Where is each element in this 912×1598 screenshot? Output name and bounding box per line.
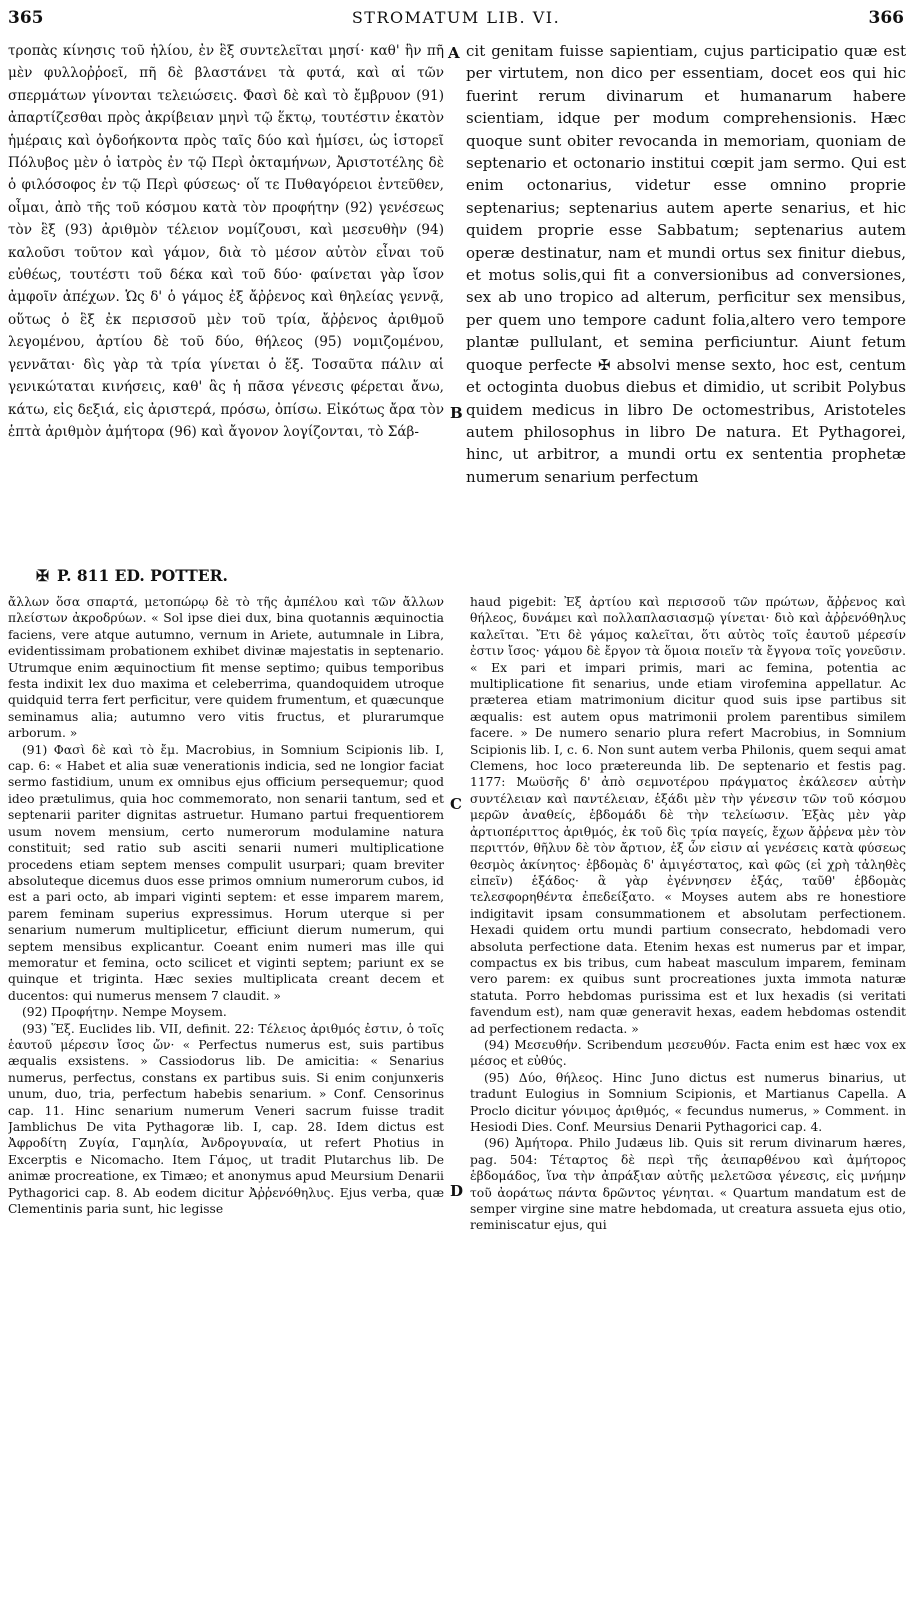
note-92: (92) Προφήτην. Nempe Moysem.: [22, 1005, 227, 1020]
page-header: [8, 8, 904, 34]
margin-letter-d: D: [450, 1182, 464, 1200]
greek-text-column: [8, 40, 444, 565]
left-page-number: 365: [8, 8, 44, 28]
potter-label: P. 811 ED. POTTER.: [57, 566, 228, 585]
note-94: (94) Μεσευθήν. Scribendum μεσευθύν. Facta enim est hæc vox ex μέσος et εὐθύς.: [470, 1037, 906, 1069]
margin-letter-b: B: [450, 404, 463, 422]
latin-text-column: [466, 40, 906, 565]
running-title: STROMATUM LIB. VI.: [351, 8, 561, 27]
note-91: (91) Φασὶ δὲ καὶ τὸ ἔμ. Macrobius, in Somnium Scipionis lib. I, cap. 6: « Habet et alia suæ venerationis indicia, sed ne longior faciat sermo fastidium, unum ex omnibus ejus officium persequemur; quod ideo prætulimus, quia hoc commemorato, non senarii tantum, sed et septenarii pariter dignitas astruetur. Humano partui frequentiorem usum novem mensium, certo numerorum modulamine natura constituit; sed ratio sub asciti senarii numeri multiplicatione procedens etiam septem menses compulit usurpari; quam breviter absoluteque dicemus duos esse primos omnium numerorum cubos, id est a pari octo, ab impari viginti septem: et esse imparem marem, parem feminam superius expressimus. Horum uterque si per senarium numerum multiplicetur, efficiunt dierum numerum, qui septem mensibus explicantur. Coeant enim numeri mas ille qui memoratur et femina, octo scilicet et viginti septem; pariunt ex se quinque et triginta. Hæc sexies multiplicata creant decem et ducentos: qui numerus mensem 7 claudit. »: [8, 742, 444, 1003]
note-paragraph: ἄλλων ὅσα σπαρτά, μετοπώρῳ δὲ τὸ τῆς ἀμπέλου καὶ τῶν ἄλλων πλείστων ἀκροδρύων. « Sol ipse diei dux, bina quotannis æquinoctia faciens, vere atque autumno, vernum in Ariete, autumnale in Libra, evidentissimam probationem exhibet divinæ majestatis in septenario. Utrumque enim æquinoctium fit mense septimo; quibus temporibus festa indixit lex duo maxima et celeberrima, quandoquidem utroque quidquid terra fert perficitur, vere quidem frumentum, et quæcunque seminamus alia; autumno vero vitis fructus, et plurarumque arborum. »: [8, 595, 444, 741]
note-95: (95) Δύο, θήλεος. Hinc Juno dictus est numerus binarius, ut tradunt Eulogius in Somnium Scipionis, et Martianus Capella. A Proclo dicitur γόνιμος ἀριθμός, « fecundus numerus, » Comment. in Hesiodi Dies. Conf. Meursius Denarii Pythagorici cap. 4.: [470, 1070, 906, 1134]
margin-letter-a: A: [448, 44, 460, 62]
note-paragraph: haud pigebit: Ἐξ ἀρτίου καὶ περισσοῦ τῶν πρώτων, ἄῤῥενος καὶ θήλεος, δυνάμει καὶ πολλαπλασιασμῷ γίνεται· διὸ καὶ ἀῤῥενόθηλυς καλεῖται. Ἔτι δὲ γάμος καλεῖται, ὅτι αὐτὸς τοῖς ἑαυτοῦ μέρεσίν ἐστιν ἴσος· γάμου δὲ ἔργον τὰ ὅμοια ποιεῖν τὰ ἔγγονα τοῖς γονεῦσιν. « Ex pari et impari primis, mari ac femina, potentia ac multiplicatione fit senarius, unde etiam virofemina appellatur. Ac præterea etiam matrimonium dicitur quod suis ipse partibus sit æqualis: est autem opus matrimonii prolem parentibus similem facere. » De numero senario plura refert Macrobius, in Somnium Scipionis lib. I, c. 6. Non sunt autem verba Philonis, quem sequi amat Clemens, hoc loco prætereunda lib. De septenario et festis pag. 1177: Μωϋσῆς δ' ἀπὸ σεμνοτέρου πράγματος ἐκάλεσεν αὐτὴν συντέλειαν καὶ παντέλειαν, ἑξάδι μὲν τὴν γένεσιν τῶν τοῦ κόσμου μερῶν ἀναθείς, ἑβδομάδι δὲ τὴν τελείωσιν. Ἑξὰς μὲν γὰρ ἀρτιοπέριττος ἀριθμός, ἐκ τοῦ δὶς τρία παγείς, ἔχων ἄῤῥενα μὲν τὸν περιττόν, θῆλυν δὲ τὸν ἄρτιον, ἐξ ὧν εἰσιν αἱ γενέσεις κατὰ φύσεως θεσμὸς ἀκίνητος· ἑβδομὰς δ' ἀμιγέστατος, καὶ φῶς (εἰ χρὴ τἀληθὲς εἰπεῖν) ἑξάδος· ἃ γὰρ ἐγέννησεν ἑξάς, ταῦθ' ἑβδομὰς τελεσφορηθέντα ἐπεδείξατο. « Moyses autem abs re honestiore indigitavit ipsam consummationem et absolutam perfectionem. Hexadi quidem ortu mundi partium consecrato, hebdomadi vero absoluta perfectione data. Etenim hexas est numerus par et impar, compactus ex bis tribus, cum habeat masculum imparem, feminam vero parem: ex quibus sunt procreationes juxta immota naturæ statuta. Porro hebdomas purissima est et lux hexadis (si veritati favendum est), nam quæ generavit hexas, eadem hebdomas ostendit ad perfectionem redacta. »: [470, 595, 906, 1036]
right-page-number: 366: [868, 8, 904, 28]
cross-icon: ✠: [36, 566, 49, 585]
margin-letter-c: C: [450, 795, 462, 813]
latin-paragraph: cit genitam fuisse sapientiam, cujus participatio quæ est per virtutem, non dico per essentiam, docet eos qui hic fuerint rerum divinarum et humanarum habere scientiam, idque per modum comprehensionis. Hæc quoque sunt obiter revocanda in memoriam, quoniam de septenario et octonario institui cœpit jam sermo. Qui est enim octonarius, videtur esse omnino proprie septenarius; septenarius autem aperte senarius, et hic quidem proprie esse Sabbatum; septenarius autem operæ destinatur, nam et mundi ortus sex finitur diebus, et motus solis,qui fit a conversionibus ad conversiones, sex ab uno tropico ad alterum, perficitur sex mensibus, per quem uno tempore cadunt folia,altero vero tempore plantæ pullulant, et semina perficiuntur. Aiunt fetum quoque perfecte ✠ absolvi mense sexto, hoc est, centum et octoginta duobus diebus et dimidio, ut scribit Polybus quidem medicus in libro De octomestribus, Aristoteles autem philosophus in libro De natura. Et Pythagorei, hinc, ut arbitror, a mundi ortu ex sententia prophetæ numerum senarium perfectum: [466, 42, 906, 486]
potter-reference: [36, 566, 228, 585]
greek-paragraph: τροπὰς κίνησις τοῦ ἡλίου, ἐν ἓξ συντελεῖται μησί· καθ' ἣν πῆ μὲν φυλλοῤῥοεῖ, πῆ δὲ βλαστάνει τὰ φυτά, καὶ αἱ τῶν σπερμάτων γίνονται τελειώσεις. Φασὶ δὲ καὶ τὸ ἔμβρυον (91) ἀπαρτίζεσθαι πρὸς ἀκρίβειαν μηνὶ τῷ ἕκτῳ, τουτέστιν ἑκατὸν ἡμέραις καὶ ὀγδοήκοντα πρὸς ταῖς δύο καὶ ἡμίσει, ὡς ἱστορεῖ Πόλυβος μὲν ὁ ἰατρὸς ἐν τῷ Περὶ ὀκταμήνων, Ἀριστοτέλης δὲ ὁ φιλόσοφος ἐν τῷ Περὶ φύσεως· οἵ τε Πυθαγόρειοι ἐντεῦθεν, οἶμαι, ἀπὸ τῆς τοῦ κόσμου κατὰ τὸν προφήτην (92) γενέσεως τὸν ἓξ (93) ἀριθμὸν τέλειον νομίζουσι, καὶ μεσευθὴν (94) καλοῦσι τοῦτον καὶ γάμον, διὰ τὸ μέσον αὐτὸν εἶναι τοῦ εὐθέως, τουτέστι τοῦ δέκα καὶ τοῦ δύο· φαίνεται γὰρ ἴσον ἀμφοῖν ἀπέχων. Ὡς δ' ὁ γάμος ἐξ ἄῤῥενος καὶ θηλείας γεννᾷ, οὕτως ὁ ἓξ ἐκ περισσοῦ μὲν τοῦ τρία, ἄῤῥενος ἀριθμοῦ λεγομένου, ἀρτίου δὲ τοῦ δύο, θήλεος (95) νομιζομένου, γεννᾶται· δὶς γὰρ τὰ τρία γίνεται ὁ ἕξ. Τοσαῦτα πάλιν αἱ γενικώταται κινήσεις, καθ' ἃς ἡ πᾶσα γένεσις φέρεται ἄνω, κάτω, εἰς δεξιά, εἰς ἀριστερά, πρόσω, ὀπίσω. Εἰκότως ἄρα τὸν ἑπτὰ ἀριθμὸν ἀμήτορα (96) καὶ ἄγονον λογίζονται, τὸ Σάβ-: [8, 43, 444, 440]
notes-right-column: [470, 594, 906, 1590]
notes-left-column: [8, 594, 444, 1590]
note-96: (96) Ἀμήτορα. Philo Judæus lib. Quis sit rerum divinarum hæres, pag. 504: Τέταρτος δὲ περὶ τῆς ἀειπαρθένου καὶ ἀμήτορος ἑβδομάδος, ἵνα τὴν ἀπράξιαν αὐτῆς μελετῶσα γένεσις, εἰς μνήμην τοῦ ἀοράτως πάντα δρῶντος γένηται. « Quartum mandatum est de semper virgine sine matre hebdomada, ut creatura assueta ejus otio, reminiscatur ejus, qui: [470, 1136, 906, 1233]
note-93: (93) Ἕξ. Euclides lib. VII, definit. 22: Τέλειος ἀριθμός ἐστιν, ὁ τοῖς ἑαυτοῦ μέρεσιν ἴσος ὤν· « Perfectus numerus est, suis partibus æqualis exsistens. » Cassiodorus lib. De amicitia: « Senarius numerus, perfectus, constans ex partibus suis. Si enim conjunxeris unum, duo, tria, perfectum habebis senarium. » Conf. Censorinus cap. 11. Hinc senarium numerum Veneri sacrum fuisse tradit Jamblichus De vita Pythagoræ lib. I, cap. 28. Idem dictus est Ἀφροδίτη Ζυγία, Γαμηλία, Ἀνδρογυναία, ut refert Photius in Excerptis e Nicomacho. Item Γάμος, ut tradit Plutarchus lib. De animæ procreatione, ex Timæo; et anonymus apud Meursium Denarii Pythagorici cap. 8. Ab eodem dicitur Ἀῤῥενόθηλυς. Ejus verba, quæ Clementinis paria sunt, hic legisse: [8, 1021, 444, 1217]
